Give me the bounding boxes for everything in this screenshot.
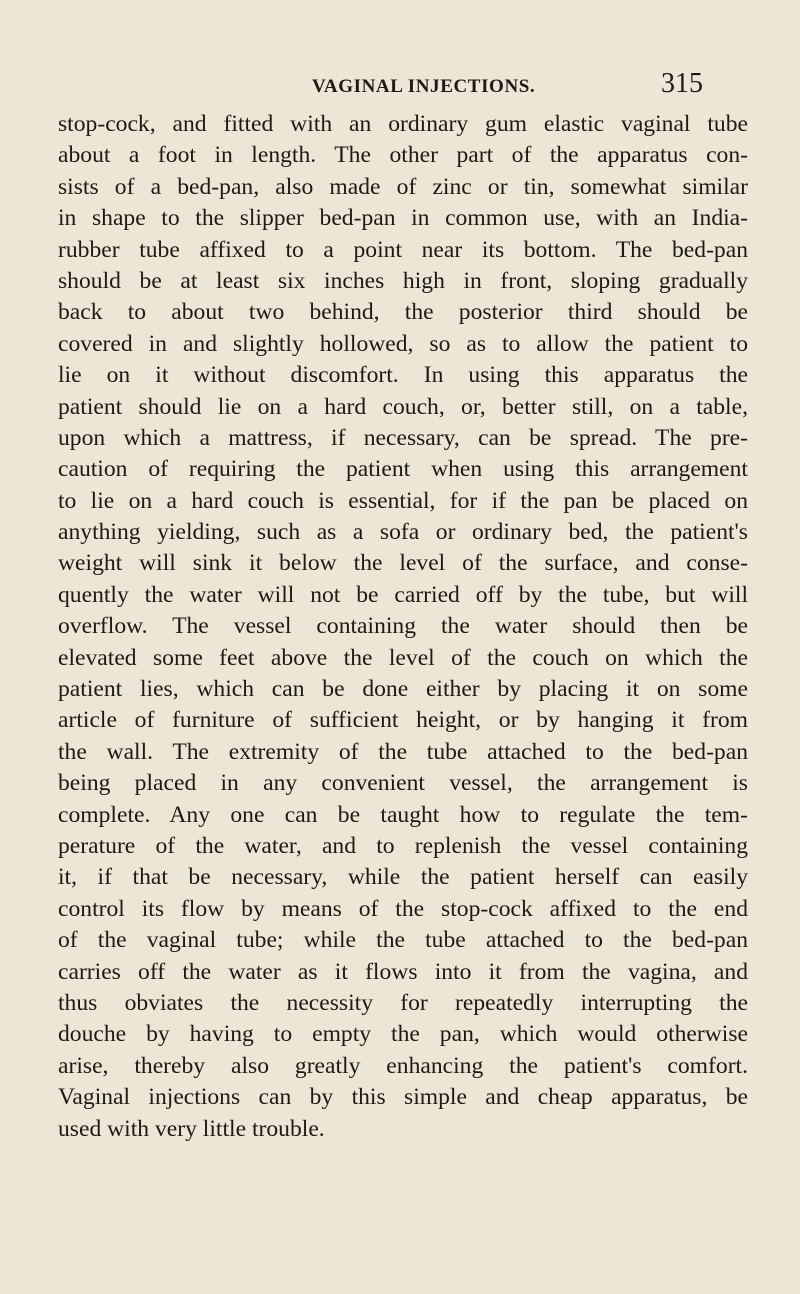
text-line: control its flow by means of the stop-cock affixed to the end xyxy=(58,895,748,922)
text-line: weight will sink it below the level of the surface, and conse- xyxy=(58,550,748,577)
text-line: covered in and slightly hollowed, so as to allow the patient to xyxy=(58,330,748,357)
text-line: in shape to the slipper bed-pan in common use, with an India- xyxy=(58,205,748,232)
text-line: Vaginal injections can by this simple and cheap apparatus, be xyxy=(58,1084,748,1111)
text-line-last: used with very little trouble. xyxy=(58,1115,325,1142)
text-line: it, if that be necessary, while the patient herself can easily xyxy=(58,864,748,891)
text-line: being placed in any convenient vessel, the arrangement is xyxy=(58,770,748,797)
text-line: douche by having to empty the pan, which would otherwise xyxy=(58,1021,748,1048)
text-line: stop-cock, and fitted with an ordinary gum elastic vaginal tube xyxy=(58,111,748,137)
text-line: thus obviates the necessity for repeatedly interrupting the xyxy=(58,989,748,1016)
text-line: should be at least six inches high in front, sloping gradually xyxy=(58,267,748,294)
text-line: quently the water will not be carried off by the tube, but will xyxy=(58,581,748,608)
text-line: of the vaginal tube; while the tube attached to the bed-pan xyxy=(58,927,748,954)
text-line: patient should lie on a hard couch, or, better still, on a table, xyxy=(58,393,748,420)
text-line: article of furniture of sufficient height, or by hanging it from xyxy=(58,707,748,734)
text-line: patient lies, which can be done either by placing it on some xyxy=(58,676,748,703)
page-number: 315 xyxy=(661,68,703,99)
text-line: complete. Any one can be taught how to regulate the tem- xyxy=(58,801,748,828)
text-line: the wall. The extremity of the tube attached to the bed-pan xyxy=(58,738,748,765)
body-paragraph xyxy=(58,109,748,1145)
text-line: arise, thereby also greatly enhancing the patient's comfort. xyxy=(58,1052,748,1079)
text-line: sists of a bed-pan, also made of zinc or tin, somewhat similar xyxy=(58,173,748,200)
text-line: to lie on a hard couch is essential, for if the pan be placed on xyxy=(58,487,748,514)
text-line: overflow. The vessel containing the water should then be xyxy=(58,613,748,640)
text-line: elevated some feet above the level of the couch on which the xyxy=(58,644,748,671)
text-line: about a foot in length. The other part of the apparatus con- xyxy=(58,142,748,169)
text-line: upon which a mattress, if necessary, can be spread. The pre- xyxy=(58,424,748,451)
text-line: carries off the water as it flows into it from the vagina, and xyxy=(58,958,748,985)
text-line: caution of requiring the patient when using this arrangement xyxy=(58,456,748,483)
text-line: anything yielding, such as a sofa or ordinary bed, the patient's xyxy=(58,519,748,546)
running-title: VAGINAL INJECTIONS. xyxy=(312,76,536,97)
text-line: rubber tube affixed to a point near its bottom. The bed-pan xyxy=(58,236,748,263)
running-head xyxy=(0,66,800,106)
text-line: perature of the water, and to replenish the vessel containing xyxy=(58,832,748,859)
text-line: lie on it without discomfort. In using this apparatus the xyxy=(58,362,748,389)
text-line: back to about two behind, the posterior third should be xyxy=(58,299,748,326)
